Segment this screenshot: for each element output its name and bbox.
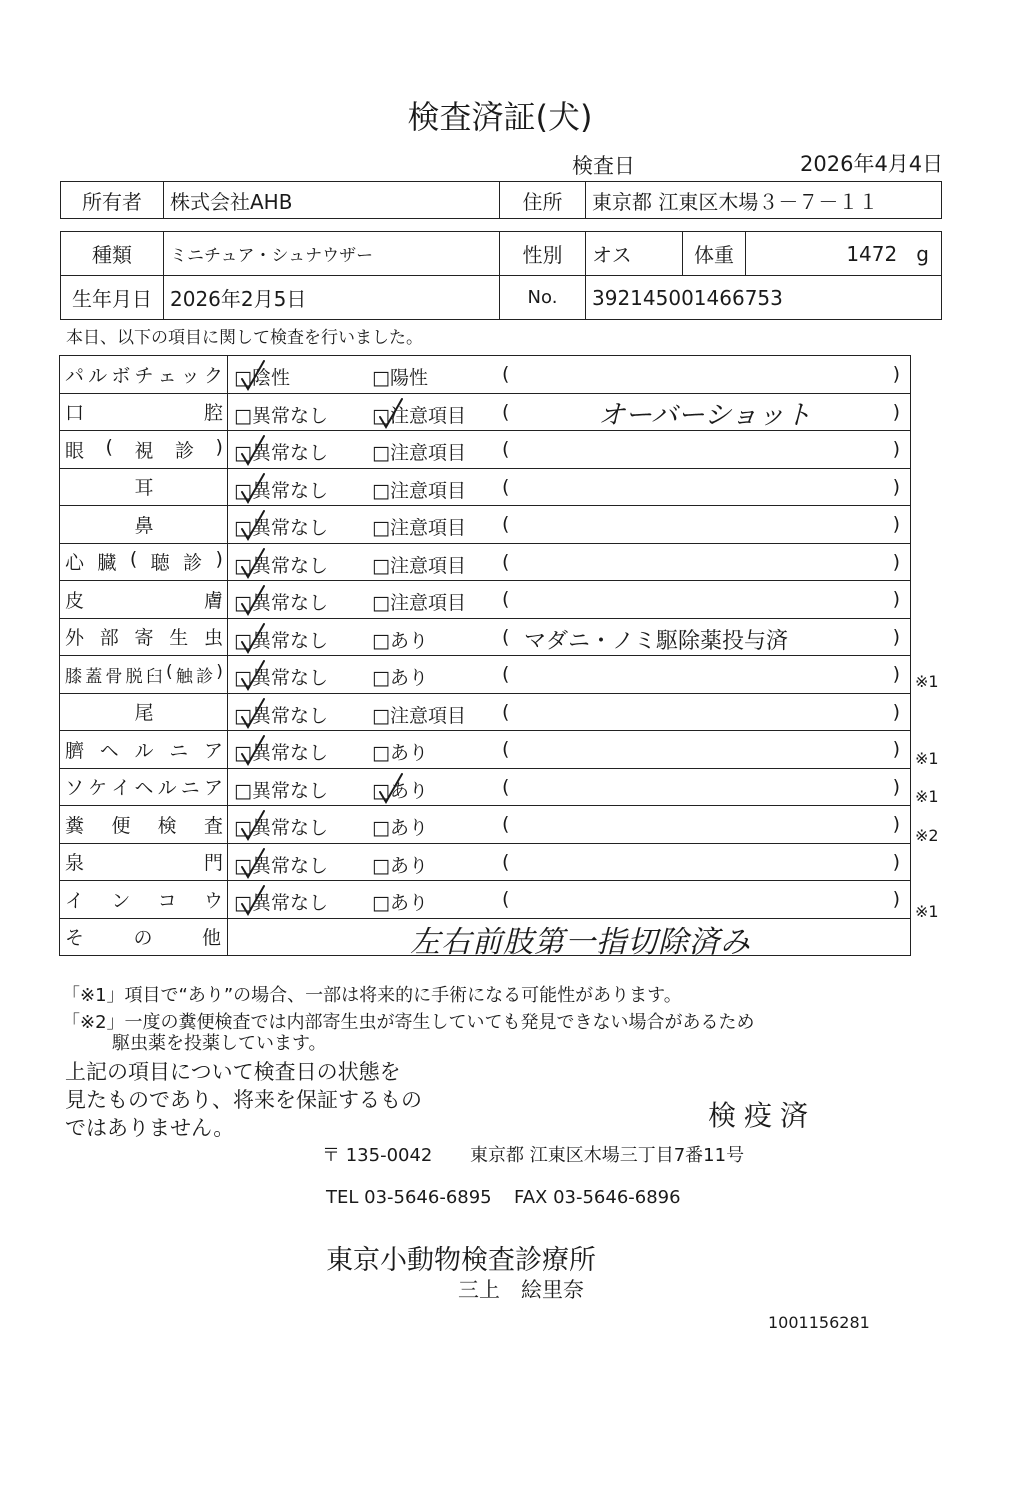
option-normal-checkbox[interactable]: □異常なし [234, 438, 328, 465]
category-char: イ [65, 889, 85, 912]
paren-close: ) [892, 888, 900, 910]
address-label: 住所 [500, 182, 586, 219]
option-normal-checkbox[interactable]: □異常なし [234, 779, 328, 802]
category-char: 膝 [65, 666, 82, 687]
disclaimer-line-1: 上記の項目について検査日の状態を [65, 1060, 401, 1084]
checkmark-icon [238, 734, 272, 768]
option-attention-checkbox[interactable]: □注意項目 [372, 704, 466, 727]
checks-body [60, 356, 911, 919]
paren-close: ) [892, 700, 900, 723]
category-char: ( [105, 435, 113, 458]
option-attention-checkbox[interactable]: □陽性 [372, 367, 428, 389]
category-char: 診 [196, 666, 214, 687]
weight-unit: g [916, 241, 929, 266]
quarantine-stamp: 検疫済 [708, 1099, 817, 1132]
paren-close: ) [892, 663, 900, 685]
category-char: ル [88, 364, 108, 387]
check-category [60, 356, 228, 394]
footnote-2-line2: 駆虫薬を投薬しています。 [112, 1033, 327, 1054]
check-category [60, 581, 228, 619]
category-char: ア [203, 739, 223, 762]
check-row [60, 393, 911, 431]
category-char: 聴 [150, 552, 170, 575]
checkmark-icon [238, 434, 272, 468]
checkmark-icon [376, 772, 410, 806]
category-char: パ [65, 364, 85, 387]
option-normal-checkbox[interactable]: □異常なし [234, 588, 328, 615]
check-row [60, 656, 911, 694]
category-char: 骨 [105, 666, 123, 687]
check-options [228, 393, 911, 431]
paren-open: ( [502, 663, 510, 685]
check-row [60, 843, 911, 881]
category-char: ル [134, 739, 154, 762]
category-char: 便 [111, 814, 131, 837]
option-attention-checkbox[interactable]: □注意項目 [372, 401, 466, 428]
category-char: ェ [157, 364, 177, 387]
checkmark-icon [238, 584, 272, 618]
paren-open: ( [502, 625, 510, 648]
option-attention-checkbox[interactable]: □あり [372, 854, 428, 877]
category-char: 触 [175, 666, 193, 687]
option-attention-checkbox[interactable]: □注意項目 [372, 592, 466, 614]
category-char: 検 [157, 814, 177, 837]
category-char: ソ [65, 777, 85, 800]
check-options [228, 468, 911, 506]
category-char: 臼 [145, 666, 163, 687]
check-category [60, 731, 228, 769]
category-char: 査 [203, 814, 223, 837]
check-category-label [65, 662, 227, 687]
check-row [60, 731, 911, 769]
paren-open: ( [502, 400, 510, 423]
checkmark-icon [238, 697, 272, 731]
paren-close: ) [892, 775, 900, 798]
paren-open: ( [502, 738, 510, 760]
option-attention-checkbox[interactable]: □あり [372, 629, 428, 652]
category-char: ニ [180, 777, 200, 800]
checkmark-icon [238, 622, 272, 656]
check-category-label [65, 511, 227, 538]
check-row [60, 806, 911, 844]
check-options [228, 581, 911, 619]
category-char: 寄 [134, 627, 154, 650]
category-char: 臍 [65, 739, 85, 762]
category-char: 脱 [125, 666, 143, 687]
check-note-marker: ※1 [915, 672, 939, 692]
other-label [60, 918, 228, 956]
checkmark-icon [238, 809, 272, 843]
paren-open: ( [502, 438, 510, 460]
check-category [60, 468, 228, 506]
category-char: ウ [203, 889, 223, 912]
check-options [228, 768, 911, 806]
check-row [60, 693, 911, 731]
category-char: 診 [175, 439, 195, 462]
category-char: 耳 [134, 477, 154, 500]
check-category-label [65, 623, 227, 650]
address-value: 東京都 江東区木場３－７－１１ [586, 182, 942, 219]
option-normal-checkbox[interactable]: □異常なし [234, 476, 328, 503]
check-category-label [65, 773, 227, 800]
disclaimer-line-3: ではありません。 [65, 1116, 235, 1140]
breed-label: 種類 [61, 232, 164, 276]
checkmark-stroke [242, 474, 264, 502]
paren-close: ) [892, 438, 900, 460]
checkmark-stroke [242, 736, 264, 764]
weight-value: 1472 [846, 241, 898, 266]
birth-label: 生年月日 [61, 276, 164, 320]
check-category [60, 806, 228, 844]
paren-close: ) [892, 625, 900, 648]
option-attention-checkbox[interactable]: □あり [372, 667, 428, 689]
paren-close: ) [892, 738, 900, 760]
checkmark-stroke [242, 661, 264, 689]
option-normal-checkbox[interactable]: □異常なし [234, 626, 328, 653]
option-attention-checkbox[interactable]: □注意項目 [372, 479, 466, 502]
option-normal-checkbox[interactable]: □異常なし [234, 701, 328, 728]
category-char: 視 [134, 439, 154, 462]
check-finding-text: マダニ・ノミ駆除薬投与済 [524, 628, 789, 654]
checkmark-stroke [242, 549, 264, 577]
checkmark-icon [238, 509, 272, 543]
check-category-label [65, 586, 227, 613]
category-char: ア [203, 777, 223, 800]
paren-open: ( [502, 775, 510, 798]
category-char: ( [166, 661, 173, 682]
category-char: そ [65, 927, 85, 950]
check-options [228, 506, 911, 544]
checkmark-stroke [242, 811, 264, 839]
paren-close: ) [892, 550, 900, 573]
category-char: ) [215, 435, 223, 458]
clinic-tel: TEL 03-5646-6895 [326, 1187, 492, 1208]
category-char: ン [111, 889, 131, 912]
check-note-marker: ※1 [915, 902, 939, 922]
category-char: 眼 [65, 439, 85, 462]
category-char: 糞 [65, 814, 85, 837]
paren-close: ) [892, 850, 900, 873]
category-char: チ [134, 364, 154, 387]
option-normal-checkbox[interactable]: □異常なし [234, 404, 328, 427]
check-options [228, 356, 911, 394]
category-char: 生 [169, 627, 189, 650]
checkmark-stroke [242, 436, 264, 464]
check-row [60, 581, 911, 619]
check-category [60, 393, 228, 431]
postal-code: 〒 135-0042 [322, 1145, 433, 1166]
check-note-marker: ※1 [915, 787, 939, 807]
check-category [60, 618, 228, 656]
option-attention-checkbox[interactable]: □注意項目 [372, 442, 466, 464]
paren-open: ( [502, 550, 510, 573]
check-category [60, 843, 228, 881]
category-char: 外 [65, 627, 85, 650]
check-category [60, 506, 228, 544]
checkmark-icon [376, 397, 410, 431]
check-category [60, 693, 228, 731]
check-note-marker: ※2 [915, 825, 939, 845]
check-category [60, 656, 228, 694]
checkmark-stroke [242, 886, 264, 914]
paren-close: ) [892, 813, 900, 835]
check-category-label [65, 736, 227, 763]
paren-close: ) [892, 400, 900, 423]
option-attention-checkbox[interactable]: □あり [372, 817, 428, 839]
owner-value: 株式会社AHB [164, 182, 500, 219]
checkmark-icon [238, 359, 272, 393]
category-char: ニ [169, 739, 189, 762]
paren-open: ( [502, 700, 510, 723]
category-char: 臓 [97, 552, 117, 575]
check-options [228, 543, 911, 581]
examiner-name: 三上 絵里奈 [458, 1278, 584, 1302]
exam-date-label: 検査日 [572, 154, 635, 178]
option-normal-checkbox[interactable]: □異常なし [234, 888, 328, 915]
owner-label: 所有者 [61, 182, 164, 219]
serial-number: 1001156281 [768, 1313, 870, 1332]
category-char: 部 [99, 627, 119, 650]
checkmark-stroke [242, 849, 264, 877]
check-finding-text: オーバーショット [598, 399, 812, 431]
category-char: ) [216, 661, 223, 682]
check-row [60, 468, 911, 506]
category-char: ク [203, 364, 223, 387]
check-category-label [65, 698, 227, 725]
check-category [60, 431, 228, 469]
check-row [60, 506, 911, 544]
check-category-label [65, 811, 227, 838]
clinic-fax: FAX 03-5646-6896 [514, 1187, 681, 1208]
check-options [228, 693, 911, 731]
category-char: コ [157, 889, 177, 912]
check-options [228, 843, 911, 881]
category-char: 腔 [203, 402, 223, 425]
weight-label: 体重 [683, 232, 746, 276]
category-char: 鼻 [134, 514, 154, 537]
category-char: ( [129, 548, 138, 571]
check-category-label [65, 398, 227, 425]
check-category-label [65, 848, 227, 875]
no-value: 392145001466753 [586, 276, 942, 320]
checkmark-icon [238, 884, 272, 918]
option-normal-checkbox[interactable]: □陰性 [234, 363, 290, 390]
check-category-label [65, 473, 227, 500]
category-char: 皮 [65, 589, 85, 612]
checkmark-icon [238, 472, 272, 506]
check-note-marker: ※1 [915, 749, 939, 768]
checkmark-stroke [242, 586, 264, 614]
owner-table [60, 181, 942, 219]
paren-open: ( [502, 888, 510, 910]
check-row [60, 543, 911, 581]
category-char: ッ [180, 364, 200, 387]
check-row [60, 881, 911, 919]
check-options [228, 731, 911, 769]
birth-value: 2026年2月5日 [164, 276, 500, 320]
paren-open: ( [502, 850, 510, 873]
check-category [60, 881, 228, 919]
checkmark-stroke [242, 361, 264, 389]
category-char: 他 [201, 927, 221, 950]
check-options [228, 431, 911, 469]
checkmark-stroke [242, 511, 264, 539]
other-handwritten-text: 左右前肢第一指切除済み [410, 924, 751, 956]
paren-open: ( [502, 363, 510, 385]
category-char: 泉 [65, 852, 85, 875]
option-attention-checkbox[interactable]: □注意項目 [372, 554, 466, 577]
category-char: ヘ [134, 777, 154, 800]
weight-cell [746, 232, 942, 276]
paren-close: ) [892, 363, 900, 385]
disclaimer-line-2: 見たものであり、将来を保証するもの [65, 1088, 422, 1112]
option-normal-checkbox[interactable]: □異常なし [234, 813, 328, 840]
check-category-label [65, 361, 227, 388]
option-attention-checkbox[interactable]: □注意項目 [372, 517, 466, 539]
category-char: ル [157, 777, 177, 800]
checkmark-icon [238, 659, 272, 693]
category-char: 心 [65, 552, 85, 575]
checkmark-stroke [242, 624, 264, 652]
category-char: 蓋 [85, 666, 103, 687]
checkmark-stroke [380, 399, 402, 427]
option-normal-checkbox[interactable]: □異常なし [234, 663, 328, 690]
check-category [60, 768, 228, 806]
paren-close: ) [892, 475, 900, 498]
checkmark-icon [238, 847, 272, 881]
checks-table [59, 355, 911, 956]
category-char: ヘ [99, 739, 119, 762]
category-char: 膚 [203, 589, 223, 612]
check-category [60, 543, 228, 581]
category-char: ) [215, 548, 223, 571]
no-label: No. [500, 276, 586, 320]
sex-value: オス [586, 232, 683, 276]
document-title: 検査済証(犬) [407, 98, 593, 136]
footnote-2-line1: 「※2」一度の糞便検査では内部寄生虫が寄生していても発見できない場合があるため [62, 1012, 755, 1033]
breed-value: ミニチュア・シュナウザー [164, 232, 500, 276]
paren-open: ( [502, 513, 510, 535]
exam-date: 2026年4月4日 [800, 152, 944, 176]
option-attention-checkbox[interactable]: □あり [372, 892, 428, 914]
intro-text: 本日、以下の項目に関して検査を行いました。 [66, 328, 423, 348]
paren-open: ( [502, 813, 510, 835]
category-char: イ [111, 777, 131, 800]
check-category-label [65, 548, 227, 575]
other-label-box [65, 923, 227, 950]
category-char: の [133, 927, 153, 950]
category-char: 口 [65, 402, 85, 425]
category-char: 診 [183, 552, 203, 575]
option-normal-checkbox[interactable]: □異常なし [234, 851, 328, 878]
paren-open: ( [502, 588, 510, 610]
category-char: 虫 [203, 627, 223, 650]
category-char: 尾 [134, 702, 154, 725]
option-attention-checkbox[interactable]: □あり [372, 776, 428, 803]
paren-close: ) [892, 513, 900, 535]
sex-label: 性別 [500, 232, 586, 276]
clinic-address: 東京都 江東区木場三丁目7番11号 [470, 1145, 745, 1166]
option-normal-checkbox[interactable]: □異常なし [234, 513, 328, 540]
check-options [228, 656, 911, 694]
check-row [60, 431, 911, 469]
paren-close: ) [892, 588, 900, 610]
checkmark-icon [238, 547, 272, 581]
category-char: ボ [111, 364, 131, 387]
category-char: 門 [203, 852, 223, 875]
option-attention-checkbox[interactable]: □あり [372, 742, 428, 764]
checkmark-stroke [242, 699, 264, 727]
other-cell [228, 918, 911, 956]
footnote-1: 「※1」項目で“あり”の場合、一部は将来的に手術になる可能性があります。 [62, 985, 682, 1006]
clinic-name: 東京小動物検査診療所 [326, 1245, 596, 1276]
check-options [228, 881, 911, 919]
check-row [60, 356, 911, 394]
check-row [60, 768, 911, 806]
check-category-label [65, 886, 227, 913]
checkmark-stroke [380, 774, 402, 802]
check-options [228, 806, 911, 844]
category-char: ケ [88, 777, 108, 800]
check-options [228, 618, 911, 656]
option-normal-checkbox[interactable]: □異常なし [234, 551, 328, 578]
paren-open: ( [502, 475, 510, 498]
check-row [60, 618, 911, 656]
check-category-label [65, 436, 227, 463]
animal-table [60, 231, 942, 320]
option-normal-checkbox[interactable]: □異常なし [234, 738, 328, 765]
